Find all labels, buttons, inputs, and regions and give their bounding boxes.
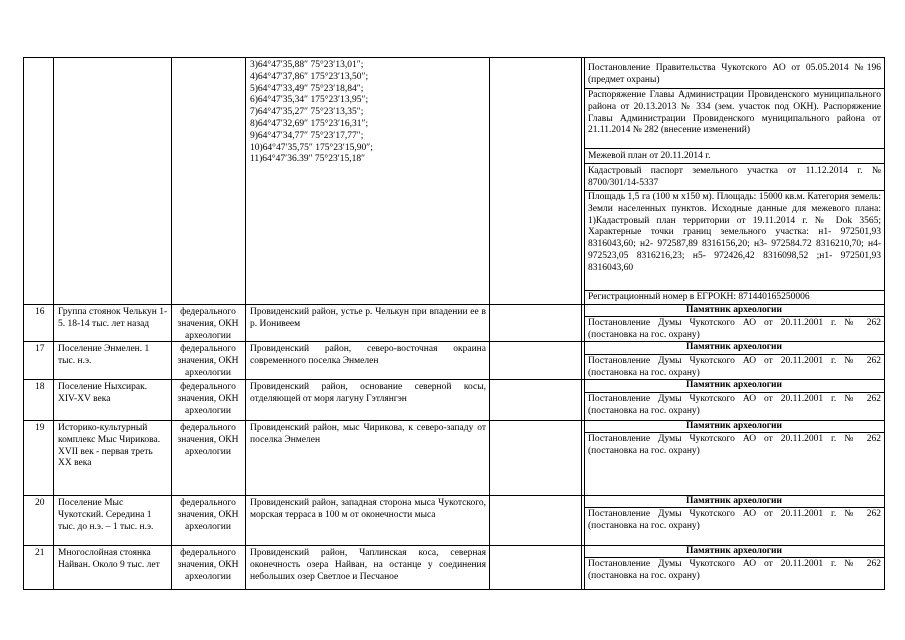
- cell-divider: [584, 392, 885, 393]
- object-location: Провиденский район, северо-восточная окраина современного поселка Энмелен: [250, 344, 486, 366]
- object-category: федерального значения, ОКН археологии: [177, 344, 239, 378]
- cell-divider: [584, 290, 885, 291]
- object-name: Поселение Ныхсирак. XIV-XV века: [58, 382, 148, 404]
- object-name: Историко-культурный комплекс Мыс Чирикова. XVII век - первая треть XX века: [58, 423, 161, 469]
- object-category: федерального значения, ОКН археологии: [177, 423, 239, 457]
- object-type: Памятник археологии: [686, 421, 782, 431]
- object-category: федерального значения, ОКН археологии: [177, 307, 239, 341]
- cell-divider: [584, 88, 885, 89]
- doc-boundary-plan: Межевой план от 20.11.2014 г.: [588, 151, 711, 161]
- object-type: Памятник археологии: [686, 305, 782, 315]
- column-divider: [489, 57, 490, 589]
- cell-divider: [584, 163, 885, 164]
- protection-document: Постановление Думы Чукотского АО от 20.11.2001 г. № 262 (постановка на гос. охрану): [588, 509, 881, 531]
- table-border-left: [23, 57, 24, 589]
- cell-divider: [584, 354, 885, 355]
- coordinates-list: 3)64°47′35,88″ 75°23′13,01″; 4)64°47′37,86″ 175°23′13,50″; 5)64°47′33,49″ 75°23′18,84″; 6)64°47′35,34″ 175°23′13,95″; 7)64°47′35,27″ 75°23′13,35″; 8)64°47′32,69″ 175°23′16,31″; 9)64°47′34,77″ 75°23′17,77″; 10)64°47′35,75″ 175°23′15,90″; 11)64°47′36.39″ 75°23′15,18″: [250, 60, 373, 165]
- object-category: федерального значения, ОКН археологии: [177, 382, 239, 416]
- object-name: Поселение Энмелен. 1 тыс. н.э.: [58, 344, 150, 366]
- protection-document: Постановление Думы Чукотского АО от 20.11.2001 г. № 262 (постановка на гос. охрану): [588, 434, 881, 456]
- column-divider: [53, 57, 54, 589]
- doc-registration-number: Регистрационный номер в ЕГРОКН: 871440165250006: [588, 292, 810, 302]
- cell-divider: [584, 148, 885, 149]
- protection-document: Постановление Думы Чукотского АО от 20.11.2001 г. № 262 (постановка на гос. охрану): [588, 559, 881, 581]
- row-number: 17: [35, 344, 45, 354]
- object-category: федерального значения, ОКН археологии: [177, 548, 239, 582]
- column-divider: [584, 57, 585, 589]
- doc-cadastral-passport: Кадастровый паспорт земельного участка от 11.12.2014 г. № 8700/301/14-5337: [588, 166, 881, 188]
- doc-administration-order: Распоряжение Главы Администрации Провиденского муниципального района от 20.13.2013 № 334 (зем. участок под ОКН). Распоряжение Главы Администрации Провиденского муниципального района от 21.11.2014 № 282 (внесение изменений): [588, 90, 881, 136]
- object-category: федерального значения, ОКН археологии: [177, 498, 239, 532]
- protection-document: Постановление Думы Чукотского АО от 20.11.2001 г. № 262 (постановка на гос. охрану): [588, 394, 881, 416]
- table-border-bottom: [23, 589, 885, 590]
- row-number: 16: [35, 307, 45, 317]
- row-number: 18: [35, 382, 45, 392]
- row-number: 19: [35, 423, 45, 433]
- object-type: Памятник археологии: [686, 342, 782, 352]
- row-number: 20: [35, 498, 45, 508]
- object-name: Поселение Мыс Чукотский. Середина 1 тыс. до н.э. – 1 тыс. н.э.: [58, 498, 154, 532]
- column-divider: [245, 57, 246, 589]
- table-border-top: [23, 57, 885, 58]
- doc-government-decree: Постановление Правительства Чукотского АО от 05.05.2014 №196 (предмет охраны): [588, 63, 881, 85]
- object-name: Группа стоянок Челькун 1-5. 18-14 тыс. лет назад: [58, 307, 168, 329]
- doc-area-details: Площадь 1,5 га (100 м х150 м). Площадь: 15000 кв.м. Категория земель: Земли населенных пунктов. Исходные данные для межевого плана: 1)Кадастровый план территории от 19.11.2014 г. № Dok 3565; Характерные точки границ земельного участка: н1- 972501,93 8316043,60; н2- 972587,89 8316156,20; н3- 972584.72 8316210,70; н4- 972523,05 8316216,23; н5- 972426,42 8316098,52 ;н1- 972501,93 8316043,60: [588, 192, 881, 273]
- object-location: Провиденский район, западная сторона мыса Чукотского, морская терраса в 100 м от оконечности мыса: [250, 498, 486, 520]
- object-location: Провиденский район, основание северной косы, отделяющей от моря лагуну Гэтлянгэн: [250, 382, 486, 404]
- object-location: Провиденский район, Чаплинская коса, северная оконечность озера Найван, на останце у соединения небольших озер Светлое и Песчаное: [250, 548, 486, 582]
- table-border-right: [884, 57, 885, 589]
- object-type: Памятник археологии: [686, 546, 782, 556]
- row-number: 21: [35, 548, 45, 558]
- object-location: Провиденский район, мыс Чирикова, к северо-западу от поселка Энмелен: [250, 423, 486, 445]
- protection-document: Постановление Думы Чукотского АО от 20.11.2001 г. № 262 (постановка на гос. охрану): [588, 356, 881, 378]
- object-type: Памятник археологии: [686, 496, 782, 506]
- object-type: Памятник археологии: [686, 380, 782, 390]
- object-name: Многослойная стоянка Найван. Около 9 тыс. лет: [58, 548, 160, 570]
- object-location: Провиденский район, устье р. Челькун при впадении ее в р. Ионивеем: [250, 307, 486, 329]
- protection-document: Постановление Думы Чукотского АО от 20.11.2001 г. № 262 (постановка на гос. охрану): [588, 318, 881, 340]
- column-divider: [581, 57, 582, 589]
- column-divider: [171, 57, 172, 589]
- cell-divider: [584, 190, 885, 191]
